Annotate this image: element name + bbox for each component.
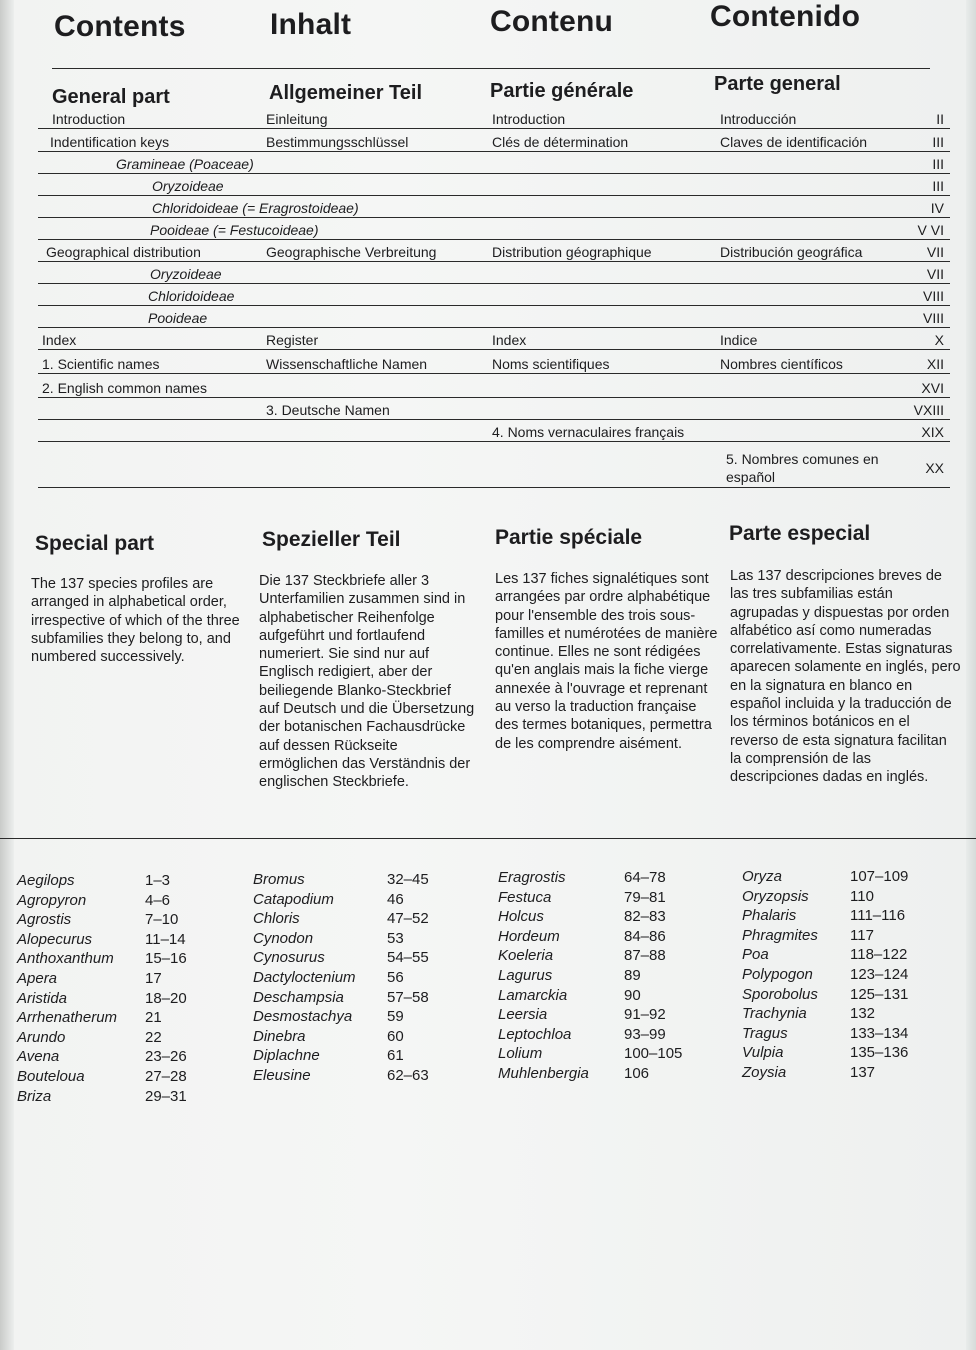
genus-name: Polypogon bbox=[742, 965, 813, 983]
genus-name: Leptochloa bbox=[498, 1025, 572, 1043]
species-number-range: 62–63 bbox=[387, 1066, 429, 1084]
contents-page-number: III bbox=[932, 156, 944, 172]
species-number-range: 23–26 bbox=[145, 1048, 187, 1066]
genus-entry bbox=[742, 1063, 942, 1083]
title-contents: Contents bbox=[54, 10, 186, 43]
contents-entry-en: Chloridoideae bbox=[148, 288, 235, 304]
contents-row bbox=[38, 398, 950, 420]
contents-entry-en: Oryzoideae bbox=[150, 266, 222, 282]
species-number-range: 107–109 bbox=[850, 868, 909, 885]
row-rule bbox=[38, 373, 950, 374]
contents-entry-fr: 4. Noms vernaculaires français bbox=[492, 424, 685, 440]
species-number-range: 18–20 bbox=[145, 989, 187, 1007]
genus-entry bbox=[253, 1046, 453, 1066]
contents-row bbox=[38, 218, 950, 240]
contents-row bbox=[38, 352, 950, 374]
species-number-range: 60 bbox=[387, 1027, 404, 1045]
genus-name: Aristida bbox=[17, 989, 68, 1007]
species-number-range: 90 bbox=[624, 986, 641, 1004]
contents-entry-de: Bestimmungsschlüssel bbox=[266, 134, 409, 150]
species-number-range: 4–6 bbox=[145, 891, 171, 909]
genus-name: Eragrostis bbox=[498, 869, 566, 886]
contents-page-number: XVI bbox=[921, 380, 944, 396]
genus-entry bbox=[253, 948, 453, 968]
genera-column-2 bbox=[253, 870, 453, 1086]
heading-special-en: Special part bbox=[35, 532, 155, 555]
genus-entry bbox=[498, 1025, 708, 1045]
contents-row bbox=[38, 328, 950, 350]
species-number-range: 125–131 bbox=[850, 985, 909, 1003]
genus-name: Lagurus bbox=[498, 966, 553, 984]
genus-name: Muhlenbergia bbox=[498, 1064, 589, 1082]
species-number-range: 133–134 bbox=[850, 1024, 909, 1042]
heading-special-es: Parte especial bbox=[729, 522, 871, 545]
contents-entry-de: Wissenschaftliche Namen bbox=[266, 356, 428, 372]
contents-page-number: VIII bbox=[922, 288, 944, 304]
species-number-range: 64–78 bbox=[624, 869, 666, 886]
contents-row bbox=[38, 442, 950, 488]
contents-entry-en: Pooideae bbox=[148, 310, 208, 326]
contents-page-number: V VI bbox=[917, 222, 944, 238]
genus-entry bbox=[253, 929, 453, 949]
genus-name: Catapodium bbox=[253, 890, 334, 908]
species-number-range: 89 bbox=[624, 966, 641, 984]
genus-entry bbox=[498, 888, 708, 908]
species-number-range: 59 bbox=[387, 1008, 404, 1026]
genus-name: Agrostis bbox=[17, 911, 72, 929]
species-number-range: 117 bbox=[850, 926, 874, 944]
species-number-range: 22 bbox=[145, 1028, 162, 1046]
genus-name: Phalaris bbox=[742, 907, 797, 925]
contents-entry-es: 5. Nombres comunes en español bbox=[726, 451, 879, 485]
species-number-range: 1–3 bbox=[145, 872, 171, 889]
species-number-range: 100–105 bbox=[624, 1045, 683, 1063]
genus-entry bbox=[742, 906, 942, 926]
special-text-de: Die 137 Steckbriefe aller 3 Unterfamilien zusammen sind in alphabetischer Reihenfolge aufgeführt und fortlaufend numeriert. Sie sind nur auf Englisch redigiert, aber der beiliegende Blanko-Steckbrief auf Deutsch und die Übersetzung der botanischen Fachausdrücke auf dessen Rückseite ermöglichen das Verständnis der englischen Steckbriefe. bbox=[259, 573, 475, 791]
contents-entry-en: Introduction bbox=[52, 111, 126, 127]
genus-entry bbox=[498, 1064, 708, 1084]
contents-page-number: XX bbox=[925, 460, 944, 476]
contents-entry-en: Indentification keys bbox=[50, 134, 170, 150]
genus-name: Aegilops bbox=[17, 872, 75, 889]
species-number-range: 106 bbox=[624, 1064, 650, 1082]
genus-name: Zoysia bbox=[742, 1063, 787, 1081]
genus-name: Eleusine bbox=[253, 1066, 311, 1084]
contents-page-number: VXIII bbox=[913, 402, 944, 418]
genus-entry bbox=[742, 867, 942, 887]
contents-page-number: VIII bbox=[922, 310, 944, 326]
genus-entry bbox=[17, 1067, 217, 1087]
genus-name: Agropyron bbox=[17, 891, 87, 909]
genus-name: Lamarckia bbox=[498, 986, 568, 1004]
species-number-range: 57–58 bbox=[387, 988, 429, 1006]
contents-row bbox=[38, 240, 950, 262]
contents-entry-en: Oryzoideae bbox=[152, 178, 224, 194]
genus-name: Avena bbox=[17, 1048, 60, 1066]
species-number-range: 111–116 bbox=[850, 907, 906, 925]
species-number-range: 123–124 bbox=[850, 965, 909, 983]
contents-entry-fr: Distribution géographique bbox=[492, 244, 652, 260]
heading-special-fr: Partie spéciale bbox=[495, 526, 643, 549]
species-number-range: 29–31 bbox=[145, 1087, 187, 1105]
contents-row bbox=[38, 420, 950, 442]
contents-page-number: VII bbox=[926, 244, 944, 260]
contents-page-number: II bbox=[936, 111, 944, 127]
contents-entry-en: Gramineae (Poaceae) bbox=[116, 156, 254, 172]
genus-name: Arundo bbox=[17, 1028, 66, 1046]
genus-entry bbox=[498, 868, 708, 888]
contents-entry-en: 1. Scientific names bbox=[42, 356, 160, 372]
genus-name: Lolium bbox=[498, 1045, 543, 1063]
contents-row bbox=[38, 284, 950, 306]
genus-name: Dinebra bbox=[253, 1027, 306, 1045]
title-inhalt: Inhalt bbox=[270, 8, 352, 41]
contents-entry-fr: Introduction bbox=[492, 111, 566, 127]
genera-column-4 bbox=[742, 867, 942, 1083]
genus-name: Diplachne bbox=[253, 1047, 320, 1065]
contents-page-number: III bbox=[932, 178, 944, 194]
contents-page-number: III bbox=[932, 134, 944, 150]
species-number-range: 17 bbox=[145, 969, 162, 987]
genus-name: Sporobolus bbox=[742, 985, 818, 1003]
index-rule bbox=[0, 838, 976, 839]
heading-general-en: General part bbox=[52, 86, 170, 108]
genus-name: Leersia bbox=[498, 1006, 548, 1024]
heading-general-fr: Partie générale bbox=[490, 80, 634, 102]
contents-entry-es: Nombres científicos bbox=[720, 356, 843, 372]
contents-row bbox=[38, 107, 950, 129]
contents-entry-fr: Clés de détermination bbox=[492, 134, 629, 150]
genus-name: Tragus bbox=[742, 1024, 788, 1042]
genus-entry bbox=[17, 989, 217, 1009]
genus-entry bbox=[742, 945, 942, 965]
genus-entry bbox=[498, 986, 708, 1006]
species-number-range: 118–122 bbox=[850, 946, 908, 964]
genus-entry bbox=[253, 1066, 453, 1086]
contents-entry-es: Introducción bbox=[720, 111, 797, 127]
contents-entry-es: Indice bbox=[720, 332, 758, 348]
species-number-range: 61 bbox=[387, 1047, 404, 1065]
heading-special-de: Spezieller Teil bbox=[262, 528, 401, 551]
title-contenu: Contenu bbox=[490, 5, 614, 38]
genus-name: Desmostachya bbox=[253, 1008, 353, 1026]
genera-column-3 bbox=[498, 868, 708, 1084]
contents-page-number: VII bbox=[926, 266, 944, 282]
genus-name: Bouteloua bbox=[17, 1067, 85, 1085]
title-rule bbox=[52, 68, 930, 69]
genus-entry bbox=[742, 1043, 942, 1063]
species-number-range: 27–28 bbox=[145, 1067, 187, 1085]
contents-page-number: X bbox=[934, 332, 944, 348]
genus-entry bbox=[17, 969, 217, 989]
genus-entry bbox=[498, 907, 708, 927]
genus-name: Briza bbox=[17, 1087, 52, 1105]
species-number-range: 87–88 bbox=[624, 947, 666, 965]
contents-row bbox=[38, 130, 950, 152]
species-number-range: 84–86 bbox=[624, 927, 666, 945]
contents-page-number: XII bbox=[926, 356, 944, 372]
species-number-range: 137 bbox=[850, 1063, 876, 1081]
contents-page-number: XIX bbox=[921, 424, 944, 440]
species-number-range: 56 bbox=[387, 968, 404, 986]
page-edge bbox=[966, 0, 976, 1350]
genus-entry bbox=[253, 870, 453, 890]
contents-entry-en: Pooideae (= Festucoideae) bbox=[150, 222, 319, 238]
row-rule bbox=[38, 128, 950, 129]
contents-page-number: IV bbox=[930, 200, 944, 216]
genus-entry bbox=[253, 988, 453, 1008]
contents-row bbox=[38, 196, 950, 218]
species-number-range: 46 bbox=[387, 890, 404, 908]
genus-entry bbox=[498, 1044, 708, 1064]
contents-entry-en: Geographical distribution bbox=[46, 244, 201, 260]
genus-name: Festuca bbox=[498, 888, 552, 906]
genera-column-1 bbox=[17, 871, 217, 1106]
heading-general-de: Allgemeiner Teil bbox=[269, 82, 423, 104]
species-number-range: 82–83 bbox=[624, 908, 666, 926]
genus-name: Cynodon bbox=[253, 929, 314, 947]
contents-row bbox=[38, 306, 950, 328]
contents-entry-en: Index bbox=[42, 332, 77, 348]
genus-name: Deschampsia bbox=[253, 988, 344, 1006]
genus-entry bbox=[742, 985, 942, 1005]
genus-entry bbox=[17, 1008, 217, 1028]
genus-name: Dactyloctenium bbox=[253, 968, 356, 986]
genus-name: Alopecurus bbox=[17, 930, 93, 948]
species-number-range: 79–81 bbox=[624, 888, 666, 906]
contents-entry-de: Geographische Verbreitung bbox=[266, 244, 437, 260]
species-number-range: 53 bbox=[387, 929, 404, 947]
species-number-range: 54–55 bbox=[387, 949, 429, 967]
genus-entry bbox=[742, 926, 942, 946]
species-number-range: 7–10 bbox=[145, 911, 179, 929]
genus-name: Hordeum bbox=[498, 927, 560, 945]
genus-name: Oryzopsis bbox=[742, 887, 809, 905]
species-number-range: 21 bbox=[145, 1009, 162, 1027]
genus-name: Holcus bbox=[498, 908, 544, 926]
contents-entry-en: 2. English common names bbox=[42, 380, 207, 396]
genus-name: Bromus bbox=[253, 871, 305, 888]
genus-entry bbox=[742, 887, 942, 907]
title-contenido: Contenido bbox=[710, 0, 861, 33]
genus-entry bbox=[498, 966, 708, 986]
genus-entry bbox=[17, 910, 217, 930]
contents-entry-de: Register bbox=[266, 332, 319, 348]
genus-entry bbox=[498, 946, 708, 966]
species-number-range: 110 bbox=[850, 887, 874, 905]
special-text-fr: Les 137 fiches signalétiques sont arrangées par ordre alphabétique pour l'ensemble des trois sous-familles et numérotées de manière continue. Elles ne sont rédigées qu'en anglais mais la fiche vierge annexée à l'ouvrage et reprenant au verso la traduction française des termes botaniques, permettra de les comprendre aisément. bbox=[495, 571, 718, 752]
contents-row bbox=[38, 152, 950, 174]
heading-general-es: Parte general bbox=[714, 73, 841, 95]
genus-name: Anthoxanthum bbox=[17, 950, 114, 968]
species-number-range: 132 bbox=[850, 1005, 876, 1023]
contents-row bbox=[38, 376, 950, 398]
contents-entry-es: Claves de identificación bbox=[720, 134, 868, 150]
genus-entry bbox=[17, 1087, 217, 1107]
contents-entry-de: 3. Deutsche Namen bbox=[266, 402, 390, 418]
contents-entry-fr: Index bbox=[492, 332, 527, 348]
species-number-range: 32–45 bbox=[387, 871, 429, 888]
genus-entry bbox=[17, 891, 217, 911]
species-number-range: 91–92 bbox=[624, 1006, 666, 1024]
genus-entry bbox=[742, 1024, 942, 1044]
genus-entry bbox=[253, 890, 453, 910]
special-text-es: Las 137 descripciones breves de las tres subfamilias están agrupadas y dispuestas por orden alfabético así como numeradas correlativamente. Estas signaturas aparecen solamente en inglés, pero en la signatura en blanco en español incluida y la traducción de los términos botánicos en el reverso de esta signatura facilitan la comprensión de las descripciones dadas en inglés. bbox=[730, 568, 961, 786]
genus-name: Koeleria bbox=[498, 947, 554, 965]
genus-name: Poa bbox=[742, 946, 769, 964]
genus-entry bbox=[253, 909, 453, 929]
genus-entry bbox=[253, 1027, 453, 1047]
species-number-range: 93–99 bbox=[624, 1025, 666, 1043]
genus-name: Cynosurus bbox=[253, 949, 325, 967]
genus-name: Arrhenatherum bbox=[17, 1009, 118, 1027]
genus-entry bbox=[498, 927, 708, 947]
genus-entry bbox=[253, 1007, 453, 1027]
genus-name: Chloris bbox=[253, 910, 300, 928]
genus-name: Oryza bbox=[742, 868, 783, 885]
genus-name: Trachynia bbox=[742, 1005, 807, 1023]
genus-entry bbox=[17, 1028, 217, 1048]
genus-entry bbox=[17, 949, 217, 969]
genus-name: Vulpia bbox=[742, 1044, 784, 1062]
row-rule bbox=[38, 349, 950, 350]
genus-name: Phragmites bbox=[742, 926, 818, 944]
genus-name: Apera bbox=[17, 969, 58, 987]
genus-entry bbox=[742, 1004, 942, 1024]
species-number-range: 47–52 bbox=[387, 910, 429, 928]
species-number-range: 11–14 bbox=[145, 930, 186, 948]
genus-entry bbox=[253, 968, 453, 988]
contents-entry-es: Distribución geográfica bbox=[720, 244, 863, 260]
special-text-en: The 137 species profiles are arranged in alphabetical order, irrespective of which of the three subfamilies they belong to, and numbered successively. bbox=[31, 576, 240, 666]
genus-entry bbox=[17, 871, 217, 891]
row-rule bbox=[38, 487, 950, 488]
contents-entry-en: Chloridoideae (= Eragrostoideae) bbox=[152, 200, 359, 216]
contents-row bbox=[38, 262, 950, 284]
contents-row bbox=[38, 174, 950, 196]
contents-entry-de: Einleitung bbox=[266, 111, 328, 127]
species-number-range: 15–16 bbox=[145, 950, 187, 968]
species-number-range: 135–136 bbox=[850, 1044, 909, 1062]
book-gutter bbox=[0, 0, 14, 1350]
genus-entry bbox=[17, 1047, 217, 1067]
genus-entry bbox=[498, 1005, 708, 1025]
genus-entry bbox=[17, 930, 217, 950]
genus-entry bbox=[742, 965, 942, 985]
contents-entry-fr: Noms scientifiques bbox=[492, 356, 610, 372]
